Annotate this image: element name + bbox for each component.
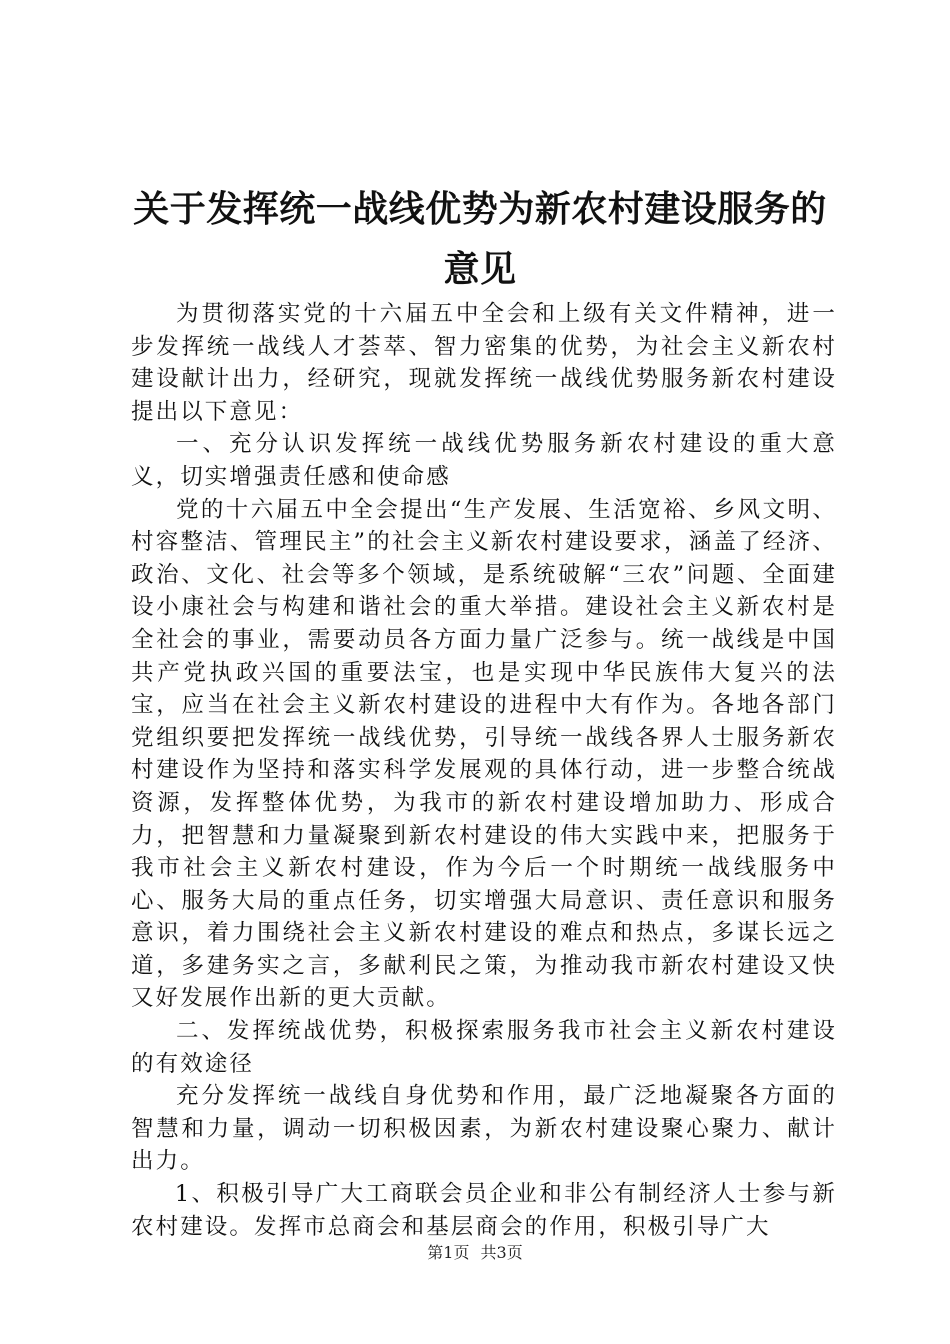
intro-paragraph: 为贯彻落实党的十六届五中全会和上级有关文件精神，进一步发挥统一战线人才荟萃、智力密集的优势，为社会主义新农村建设献计出力，经研究，现就发挥统一战线优势服务新农村建设提出以下意见： xyxy=(131,301,837,425)
document-body xyxy=(131,298,837,1243)
list-item-1: 1、积极引导广大工商联会员企业和非公有制经济人士参与新农村建设。发挥市总商会和基层商会的作用，积极引导广大 xyxy=(131,1181,837,1240)
page-total: 共3页 xyxy=(480,1243,523,1262)
section-heading-1: 一、充分认识发挥统一战线优势服务新农村建设的重大意义，切实增强责任感和使命感 xyxy=(131,431,837,490)
page-footer xyxy=(0,1243,950,1263)
page-number: 第1页 xyxy=(427,1243,470,1262)
section-heading-2: 二、发挥统战优势，积极探索服务我市社会主义新农村建设的有效途径 xyxy=(131,1018,837,1077)
section-2-paragraph: 充分发挥统一战线自身优势和作用，最广泛地凝聚各方面的智慧和力量，调动一切积极因素，为新农村建设聚心聚力、献计出力。 xyxy=(131,1083,837,1175)
section-1-paragraph: 党的十六届五中全会提出“生产发展、生活宽裕、乡风文明、村容整洁、管理民主”的社会主义新农村建设要求，涵盖了经济、政治、文化、社会等多个领域，是系统破解“三农”问题、全面建设小康社会与构建和谐社会的重大举措。建设社会主义新农村是全社会的事业，需要动员各方面力量广泛参与。统一战线是中国共产党执政兴国的重要法宝，也是实现中华民族伟大复兴的法宝，应当在社会主义新农村建设的进程中大有作为。各地各部门党组织要把发挥统一战线优势，引导统一战线各界人士服务新农村建设作为坚持和落实科学发展观的具体行动，进一步整合统战资源，发挥整体优势，为我市的新农村建设增加助力、形成合力，把智慧和力量凝聚到新农村建设的伟大实践中来，把服务于我市社会主义新农村建设，作为今后一个时期统一战线服务中心、服务大局的重点任务，切实增强大局意识、责任意识和服务意识，着力围绕社会主义新农村建设的难点和热点，多谋长远之道，多建务实之言，多献利民之策，为推动我市新农村建设又快又好发展作出新的更大贡献。 xyxy=(131,496,837,1012)
document-title: 关于发挥统一战线优势为新农村建设服务的意见 xyxy=(133,189,827,290)
